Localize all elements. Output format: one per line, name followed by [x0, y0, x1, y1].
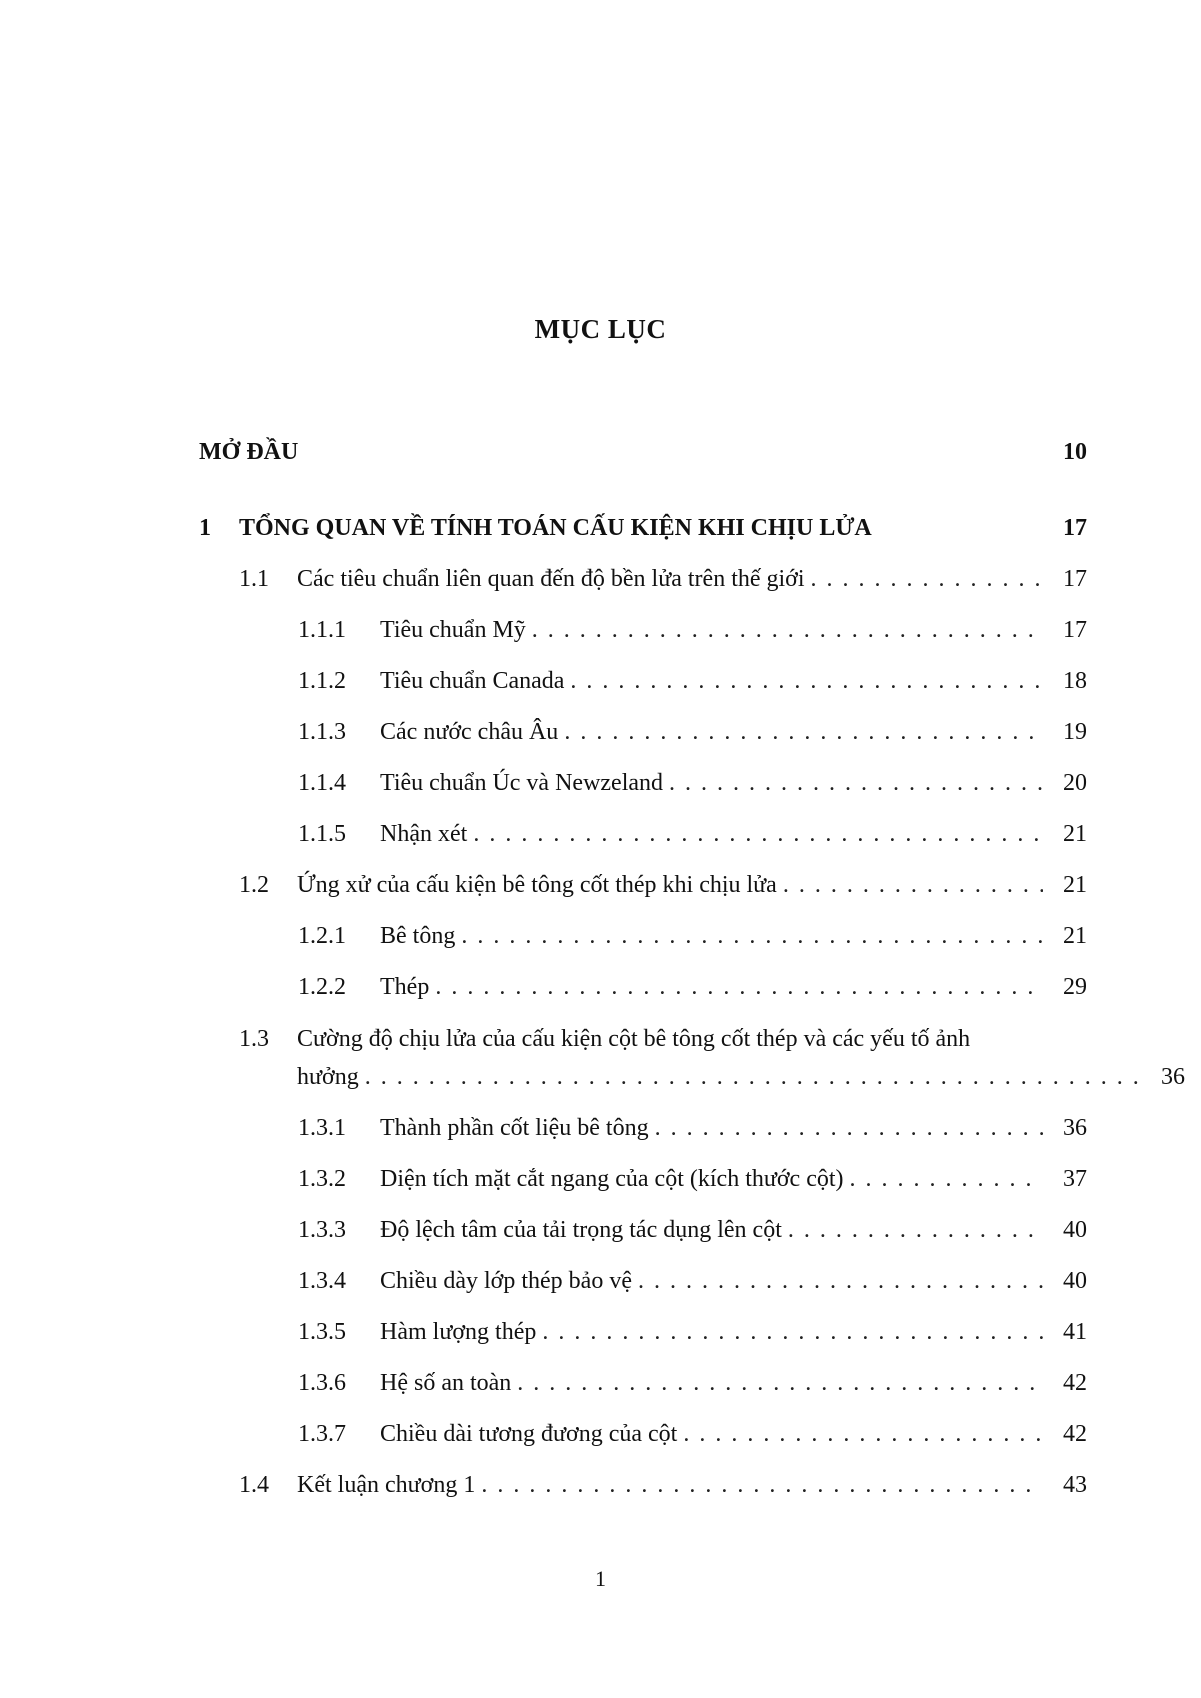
toc-entry-page: 21: [1063, 872, 1087, 898]
toc-entry-section[interactable]: [199, 870, 1087, 900]
dot-leader: [683, 1419, 1043, 1449]
toc-entry-page: 42: [1063, 1421, 1087, 1447]
toc-entry-text: Hàm lượng thép: [380, 1317, 542, 1347]
toc-entry-intro[interactable]: [199, 437, 1087, 467]
toc-entry-page: 43: [1063, 1472, 1087, 1498]
toc-entry-section[interactable]: [199, 1024, 1087, 1054]
toc-entry-section-continuation[interactable]: [199, 1062, 1185, 1092]
toc-entry-text: Thành phần cốt liệu bê tông: [380, 1113, 655, 1143]
dot-leader: [669, 768, 1043, 798]
toc-entry-subsection[interactable]: [199, 1164, 1087, 1194]
dot-leader: [365, 1062, 1141, 1092]
toc-entry-subsection[interactable]: [199, 1266, 1087, 1296]
dot-leader: [783, 870, 1043, 900]
toc-entry-page: 20: [1063, 770, 1087, 796]
toc-entry-page: 10: [1063, 439, 1087, 465]
toc-entry-number: 1.3.4: [298, 1268, 346, 1294]
toc-entry-text: MỞ ĐẦU: [199, 437, 304, 467]
toc-entry-number: 1.3.6: [298, 1370, 346, 1396]
toc-entry-number: 1.2: [239, 872, 269, 898]
toc-entry-text: Diện tích mặt cắt ngang của cột (kích thước cột): [380, 1164, 850, 1194]
toc-entry-text: Các tiêu chuẩn liên quan đến độ bền lửa trên thế giới: [297, 564, 811, 594]
toc-entry-text-continued: hưởng: [297, 1062, 365, 1092]
toc-entry-number: 1.1.4: [298, 770, 346, 796]
toc-entry-page: 21: [1063, 821, 1087, 847]
toc-entry-number: 1.1: [239, 566, 269, 592]
toc-entry-number: 1.2.2: [298, 974, 346, 1000]
toc-entry-text: Độ lệch tâm của tải trọng tác dụng lên cột: [380, 1215, 788, 1245]
toc-entry-text: TỔNG QUAN VỀ TÍNH TOÁN CẤU KIỆN KHI CHỊU LỬA: [239, 513, 878, 543]
toc-entry-subsection[interactable]: [199, 921, 1087, 951]
toc-entry-number: 1: [199, 515, 211, 541]
page-title: MỤC LỤC: [534, 314, 667, 344]
toc-entry-number: 1.1.2: [298, 668, 346, 694]
toc-entry-page: 17: [1063, 515, 1087, 541]
dot-leader: [655, 1113, 1043, 1143]
toc-entry-number: 1.1.5: [298, 821, 346, 847]
dot-leader: [473, 819, 1043, 849]
dot-leader: [542, 1317, 1043, 1347]
toc-entry-number: 1.3.1: [298, 1115, 346, 1141]
toc-entry-subsection[interactable]: [199, 768, 1087, 798]
toc-entry-subsection[interactable]: [199, 615, 1087, 645]
dot-leader: [532, 615, 1043, 645]
dot-leader: [481, 1470, 1043, 1500]
toc-entry-number: 1.1.3: [298, 719, 346, 745]
dot-leader: [638, 1266, 1043, 1296]
toc-entry-page: 40: [1063, 1268, 1087, 1294]
toc-entry-text: Các nước châu Âu: [380, 717, 564, 747]
toc-entry-number: 1.3.3: [298, 1217, 346, 1243]
dot-leader: [570, 666, 1043, 696]
toc-entry-number: 1.2.1: [298, 923, 346, 949]
toc-entry-text: Cường độ chịu lửa của cấu kiện cột bê tông cốt thép và các yếu tố ảnh: [297, 1024, 976, 1054]
toc-entry-page: 18: [1063, 668, 1087, 694]
toc-entry-text: Thép: [380, 972, 435, 1002]
toc-entry-page: 40: [1063, 1217, 1087, 1243]
dot-leader: [517, 1368, 1043, 1398]
toc-entry-subsection[interactable]: [199, 972, 1087, 1002]
toc-entry-text: Kết luận chương 1: [297, 1470, 481, 1500]
toc-entry-number: 1.4: [239, 1472, 269, 1498]
toc-entry-number: 1.3: [239, 1026, 269, 1052]
dot-leader: [850, 1164, 1043, 1194]
toc-entry-subsection[interactable]: [199, 1215, 1087, 1245]
toc-entry-section[interactable]: [199, 564, 1087, 594]
toc-entry-subsection[interactable]: [199, 819, 1087, 849]
dot-leader: [564, 717, 1043, 747]
toc-entry-subsection[interactable]: [199, 717, 1087, 747]
toc-entry-page: 17: [1063, 617, 1087, 643]
toc-entry-number: 1.1.1: [298, 617, 346, 643]
toc-entry-page: 42: [1063, 1370, 1087, 1396]
toc-entry-text: Nhận xét: [380, 819, 473, 849]
toc-entry-text: Chiều dày lớp thép bảo vệ: [380, 1266, 638, 1296]
toc-entry-page: 37: [1063, 1166, 1087, 1192]
toc-entry-subsection[interactable]: [199, 666, 1087, 696]
dot-leader: [811, 564, 1043, 594]
toc-entry-text: Hệ số an toàn: [380, 1368, 517, 1398]
dot-leader: [788, 1215, 1043, 1245]
page-number: 1: [595, 1566, 606, 1591]
toc-entry-section[interactable]: [199, 1470, 1087, 1500]
toc-entry-number: 1.3.7: [298, 1421, 346, 1447]
toc-entry-page: 17: [1063, 566, 1087, 592]
toc-entry-chapter-1[interactable]: [199, 513, 1087, 543]
toc-entry-text: Bê tông: [380, 921, 461, 951]
toc-entry-subsection[interactable]: [199, 1419, 1087, 1449]
toc-entry-subsection[interactable]: [199, 1368, 1087, 1398]
dot-leader: [435, 972, 1043, 1002]
toc-entry-page: 36: [1161, 1064, 1185, 1090]
toc-entry-text: Tiêu chuẩn Canada: [380, 666, 570, 696]
toc-entry-page: 36: [1063, 1115, 1087, 1141]
toc-entry-page: 29: [1063, 974, 1087, 1000]
toc-entry-text: Ứng xử của cấu kiện bê tông cốt thép khi chịu lửa: [297, 870, 783, 900]
toc-entry-page: 21: [1063, 923, 1087, 949]
toc-entry-number: 1.3.5: [298, 1319, 346, 1345]
toc-entry-text: Chiều dài tương đương của cột: [380, 1419, 683, 1449]
toc-entry-text: Tiêu chuẩn Úc và Newzeland: [380, 768, 669, 798]
toc-entry-page: 19: [1063, 719, 1087, 745]
toc-entry-subsection[interactable]: [199, 1317, 1087, 1347]
toc-entry-page: 41: [1063, 1319, 1087, 1345]
toc-entry-number: 1.3.2: [298, 1166, 346, 1192]
dot-leader: [461, 921, 1043, 951]
toc-entry-text: Tiêu chuẩn Mỹ: [380, 615, 532, 645]
toc-entry-subsection[interactable]: [199, 1113, 1087, 1143]
